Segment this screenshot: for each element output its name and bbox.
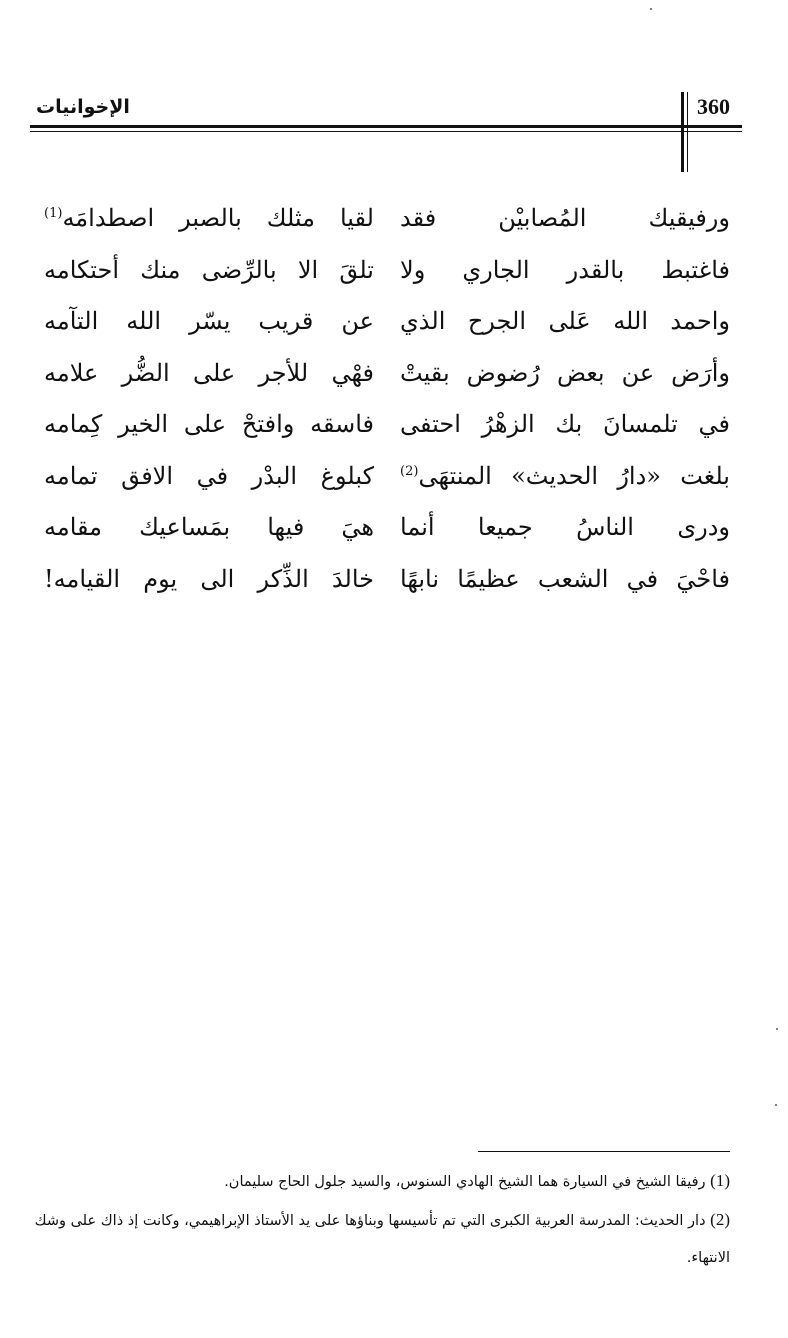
header-vertical-bar-thin xyxy=(687,92,688,172)
verse xyxy=(30,299,730,351)
footnotes xyxy=(20,1162,730,1277)
footnote-number: (1) xyxy=(710,1171,730,1190)
verse-first-hemistich: ودرى الناسُ جميعا أنما xyxy=(400,513,730,541)
scan-speck xyxy=(650,8,652,10)
verse xyxy=(30,557,730,609)
verse xyxy=(30,196,730,248)
verse-second-hemistich: هيَ فيها بمَساعيك مقامه xyxy=(44,513,374,541)
footnote-marker: (2) xyxy=(400,463,419,479)
header-rule-thin xyxy=(30,131,742,132)
header-vertical-bar xyxy=(681,92,684,172)
verse-first-hemistich: واحمد الله عَلى الجرح الذي xyxy=(400,307,730,335)
verse xyxy=(30,351,730,403)
verse xyxy=(30,248,730,300)
page-header xyxy=(30,84,742,144)
verse xyxy=(30,454,730,506)
verse-first-hemistich: ورفيقيك المُصابيْن فقد xyxy=(400,204,730,232)
verse-second-hemistich: عن قريب يسّر الله التآمه xyxy=(44,307,374,335)
verse-second-hemistich: لقيا مثلك بالصبر اصطدامَه$^{(1)}$ xyxy=(44,204,374,232)
verse-first-hemistich: وأرَض عن بعض رُضوض بقيتْ xyxy=(400,358,730,387)
verse xyxy=(30,402,730,454)
footnote xyxy=(20,1201,730,1277)
footnote-number: (2) xyxy=(710,1210,730,1229)
verse-first-hemistich: فاحْيَ في الشعب عظيمًا نابهًا xyxy=(400,564,730,593)
footnote-separator xyxy=(478,1151,730,1152)
footnote xyxy=(20,1162,730,1201)
verse-first-hemistich: فاغتبط بالقدر الجاري ولا xyxy=(400,255,730,284)
running-title: الإخوانيات xyxy=(36,96,130,118)
verse-first-hemistich: في تلمسانَ بك الزهْرُ احتفى xyxy=(400,410,730,438)
verse-second-hemistich: فهْي للأجر على الضُّر علامه xyxy=(44,358,374,387)
poem xyxy=(30,196,730,608)
verse-first-hemistich: بلغت «دارُ الحديث» المنتهَى$^{(2)}$ xyxy=(400,461,730,490)
verse-second-hemistich: خالدَ الذِّكر الى يوم القيامه! xyxy=(44,564,374,593)
header-rule-thick xyxy=(30,125,742,128)
scan-speck xyxy=(776,1028,778,1030)
verse-second-hemistich: كبلوغ البدْر في الافق تمامه xyxy=(44,461,374,490)
footnote-marker: (1) xyxy=(44,206,63,221)
verse-second-hemistich: فاسقه وافتحْ على الخير كِمامه xyxy=(44,410,374,438)
verse-second-hemistich: تلقَ الا بالرِّضى منك أحتكامه xyxy=(44,255,374,284)
verse xyxy=(30,505,730,557)
footnote-text: رفيقا الشيخ في السيارة هما الشيخ الهادي السنوس، والسيد جلول الحاج سليمان. xyxy=(224,1174,706,1190)
scan-speck xyxy=(775,1104,777,1106)
footnote-text: دار الحديث: المدرسة العربية الكبرى التي تم تأسيسها وبناؤها على يد الأستاذ الإبراهيمي، وكانت إذ ذاك على وشك الانتهاء. xyxy=(34,1213,730,1266)
page-number: 360 xyxy=(697,94,730,119)
